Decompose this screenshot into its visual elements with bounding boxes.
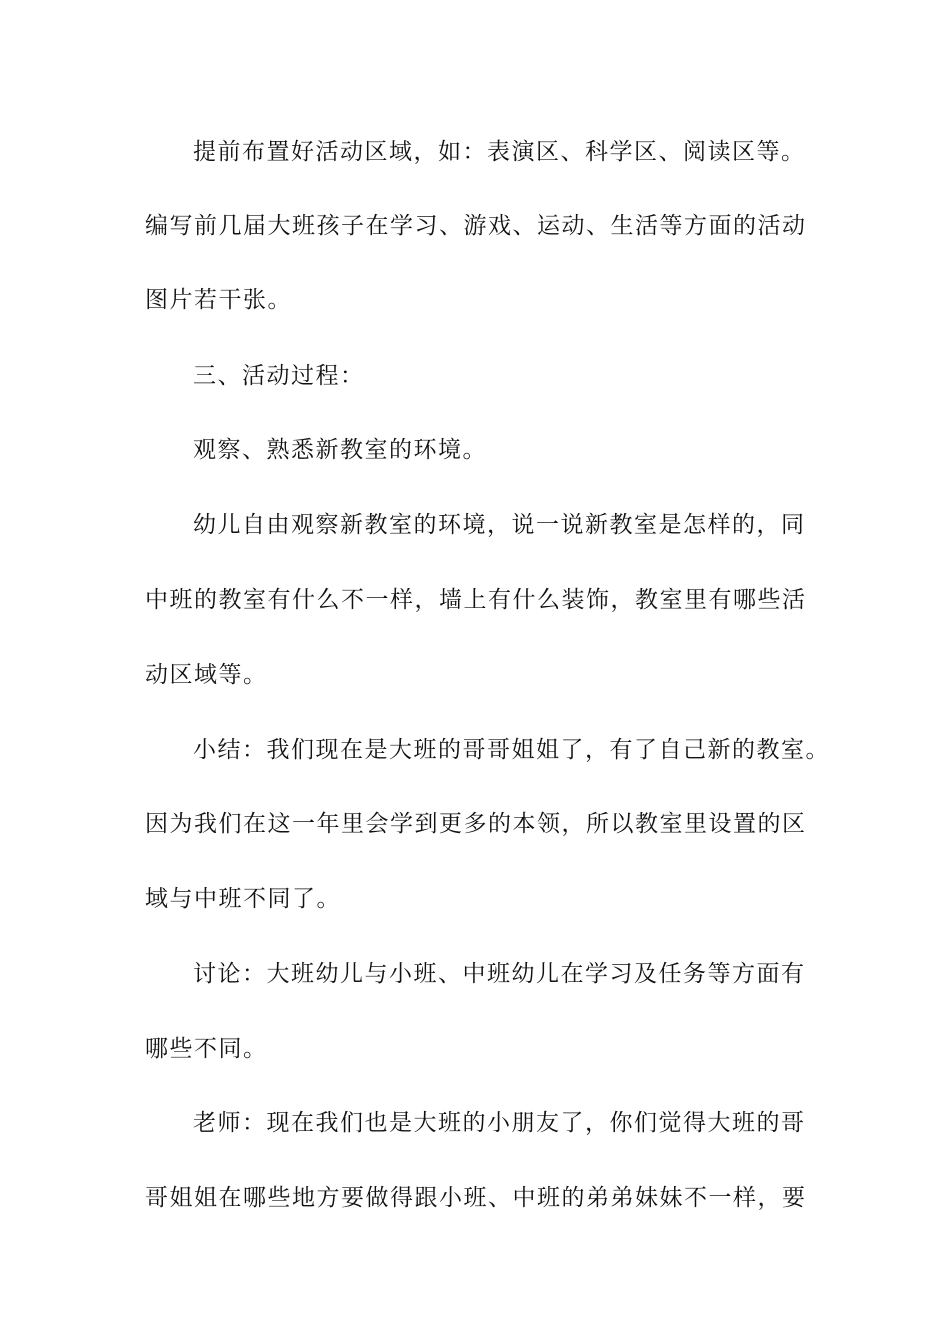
- paragraph-line: 域与中班不同了。: [145, 886, 341, 912]
- paragraph-line: 幼儿自由观察新教室的环境，说一说新教室是怎样的，同: [193, 512, 806, 538]
- paragraph-line: 观察、熟悉新教室的环境。: [193, 437, 487, 463]
- paragraph-line: 编写前几届大班孩子在学习、游戏、运动、生活等方面的活动: [145, 213, 807, 239]
- section-heading: 三、活动过程：: [193, 363, 365, 389]
- paragraph-line: 因为我们在这一年里会学到更多的本领，所以教室里设置的区: [145, 811, 807, 837]
- paragraph-line: 动区域等。: [145, 662, 268, 688]
- paragraph-line: 讨论：大班幼儿与小班、中班幼儿在学习及任务等方面有: [193, 961, 806, 987]
- paragraph-line: 图片若干张。: [145, 287, 292, 313]
- paragraph-line: 中班的教室有什么不一样，墙上有什么装饰，教室里有哪些活: [145, 587, 807, 613]
- paragraph-line: 提前布置好活动区域，如：表演区、科学区、阅读区等。: [193, 139, 806, 165]
- paragraph-line: 哪些不同。: [145, 1036, 268, 1062]
- paragraph-line: 小结：我们现在是大班的哥哥姐姐了，有了自己新的教室。: [193, 737, 830, 763]
- paragraph-line: 哥姐姐在哪些地方要做得跟小班、中班的弟弟妹妹不一样，要: [145, 1185, 807, 1211]
- paragraph-line: 老师：现在我们也是大班的小朋友了，你们觉得大班的哥: [193, 1110, 806, 1136]
